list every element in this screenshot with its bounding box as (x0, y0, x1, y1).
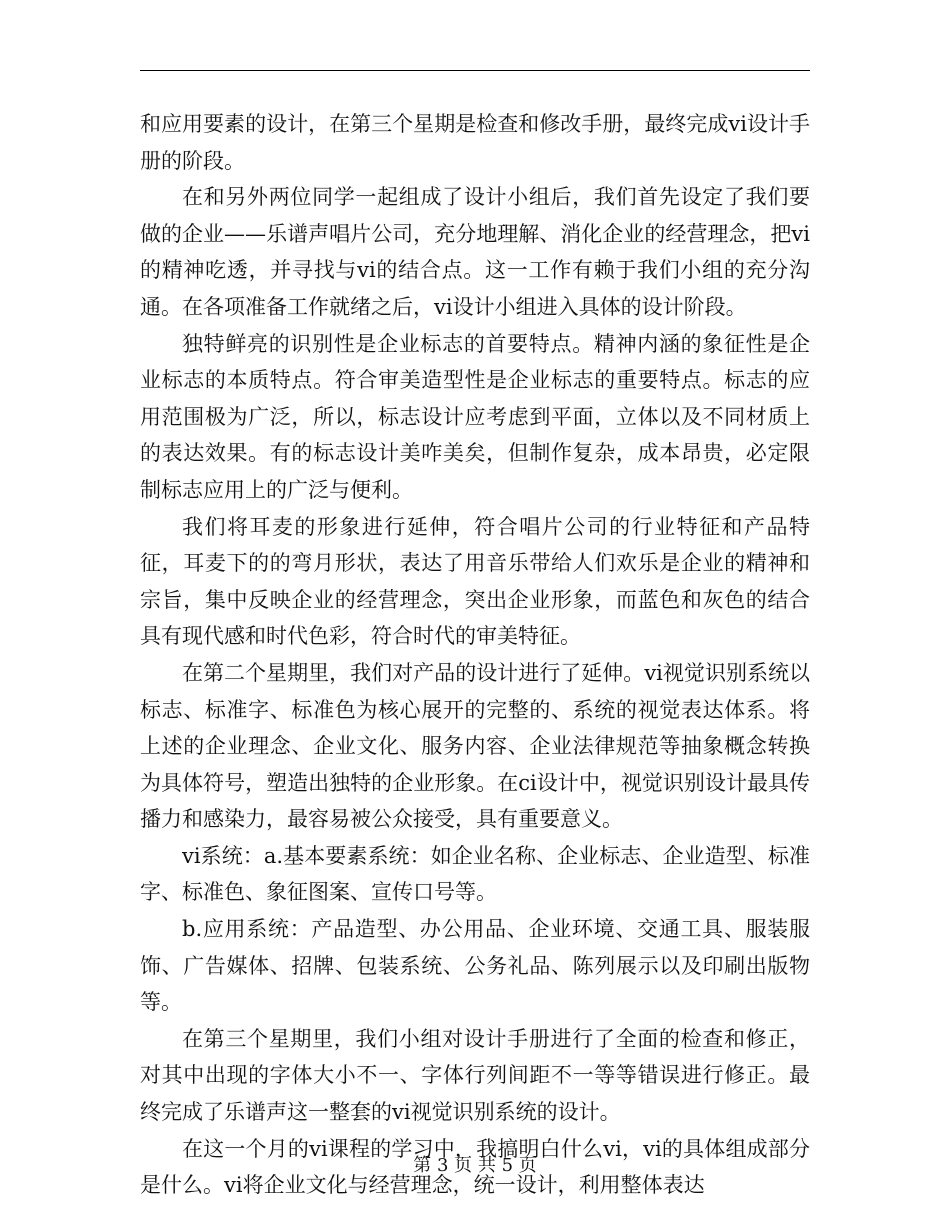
paragraph-5: 在第二个星期里，我们对产品的设计进行了延伸。vi视觉识别系统以标志、标准字、标准色为核心展开的完整的、系统的视觉表达体系。将上述的企业理念、企业文化、服务内容、企业法律规范等抽象概念转换为具体符号，塑造出独特的企业形象。在ci设计中，视觉识别设计最具传播力和感染力，最容易被公众接受，具有重要意义。 (140, 660, 810, 832)
paragraph-7: b.应用系统：产品造型、办公用品、企业环境、交通工具、服装服饰、广告媒体、招牌、包装系统、公务礼品、陈列展示以及印刷出版物等。 (140, 917, 810, 1015)
paragraph-8: 在第三个星期里，我们小组对设计手册进行了全面的检查和修正，对其中出现的字体大小不一、字体行列间距不一等等错误进行修正。最终完成了乐谱声这一整套的vi视觉识别系统的设计。 (140, 1026, 810, 1125)
page-footer: 第 3 页 共 5 页 (413, 1155, 537, 1176)
header-rule (140, 70, 810, 71)
paragraph-4: 我们将耳麦的形象进行延伸，符合唱片公司的行业特征和产品特征，耳麦下的的弯月形状，表达了用音乐带给人们欢乐是企业的精神和宗旨，集中反映企业的经营理念，突出企业形象，而蓝色和灰色的结合具有现代感和时代色彩，符合时代的审美特征。 (140, 514, 810, 649)
document-body (140, 106, 810, 1204)
paragraph-6: vi系统：a.基本要素系统：如企业名称、企业标志、企业造型、标准字、标准色、象征图案、宣传口号等。 (140, 843, 810, 905)
paragraph-1: 和应用要素的设计，在第三个星期是检查和修改手册，最终完成vi设计手册的阶段。 (140, 112, 810, 173)
paragraph-2: 在和另外两位同学一起组成了设计小组后，我们首先设定了我们要做的企业——乐谱声唱片公司，充分地理解、消化企业的经营理念，把vi的精神吃透，并寻找与vi的结合点。这一工作有赖于我们小组的充分沟通。在各项准备工作就绪之后，vi设计小组进入具体的设计阶段。 (140, 185, 810, 319)
paragraph-9: 在这一个月的vi课程的学习中，我搞明白什么vi，vi的具体组成部分是什么。vi将企业文化与经营理念，统一设计，利用整体表达 (140, 1136, 810, 1198)
paragraph-3: 独特鲜亮的识别性是企业标志的首要特点。精神内涵的象征性是企业标志的本质特点。符合审美造型性是企业标志的重要特点。标志的应用范围极为广泛，所以，标志设计应考虑到平面，立体以及不同材质上的表达效果。有的标志设计美咋美矣，但制作复杂，成本昂贵，必定限制标志应用上的广泛与便利。 (140, 331, 810, 502)
